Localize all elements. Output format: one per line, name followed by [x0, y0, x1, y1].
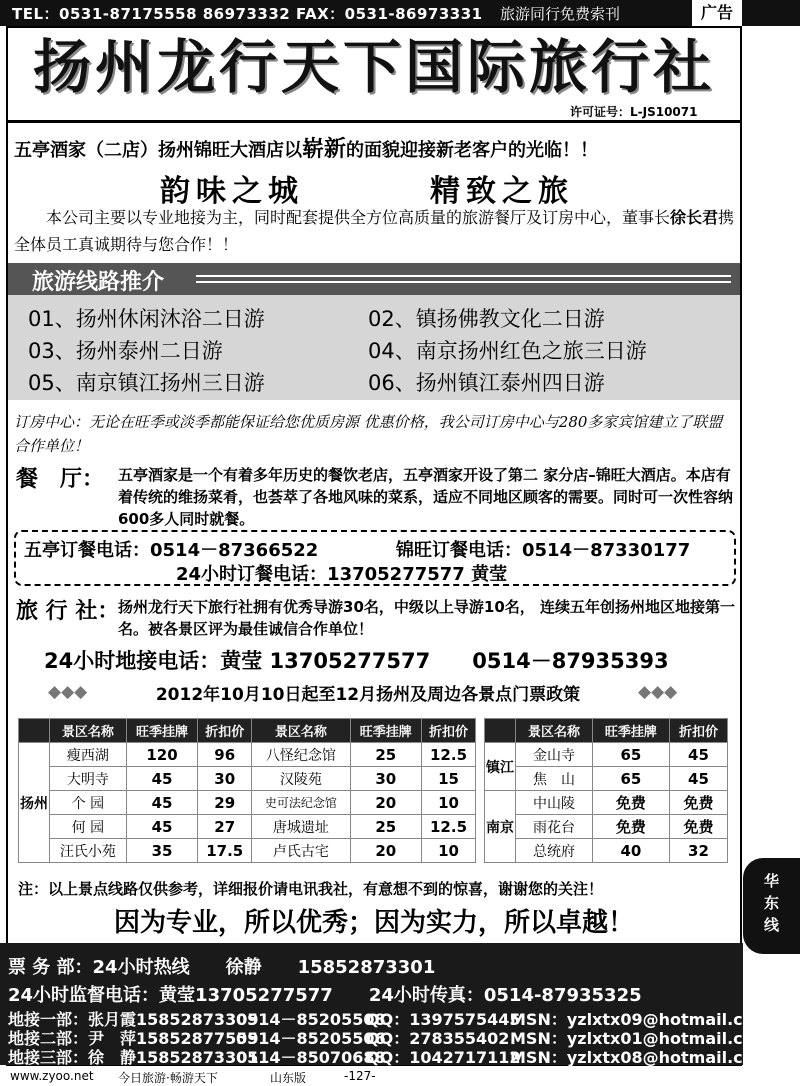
table-cell: 12.5 — [422, 815, 476, 839]
restaurant-text: 五亭酒家是一个有着多年历史的餐饮老店，五亭酒家开设了第二 家分店–锦旺大酒店。本店有着传统的维扬菜肴，也荟萃了各地风味的菜系，适应不同地区顾客的需要。同时可一次性容纳600多人同时就餐。 — [118, 466, 734, 528]
table-cell: 免费 — [669, 815, 727, 839]
region-label: 镇江 — [485, 743, 516, 791]
table-cell: 27 — [198, 815, 252, 839]
diamond-icon-right: ◆◆◆ — [638, 682, 678, 702]
intro-headline-emphasis: 崭新 — [302, 137, 347, 162]
restaurant-label: 餐 厅： — [16, 467, 105, 492]
table-cell: 雨花台 — [516, 815, 593, 839]
table-row — [19, 791, 476, 815]
table-row — [485, 839, 728, 863]
routes-list — [8, 295, 740, 400]
ticket-policy-title: 2012年10月10日起至12月扬州及周边各景点门票政策 — [155, 685, 581, 705]
table-cell: 45 — [126, 767, 197, 791]
table-header — [485, 719, 516, 743]
company-motto: 因为专业，所以优秀；因为实力，所以卓越！ — [113, 908, 634, 938]
region-label: 扬州 — [19, 743, 50, 863]
title-divider — [8, 120, 740, 123]
table-cell: 45 — [126, 791, 197, 815]
diamond-icon-left: ◆◆◆ — [48, 682, 88, 702]
table-row — [19, 839, 476, 863]
branch-msn: MSN：yzlxtx09@hotmail.com — [510, 1010, 771, 1029]
license-number: 许可证号：L-JS10071 — [570, 105, 698, 119]
page-footer — [0, 1066, 800, 1086]
table-header: 景区名称 — [50, 719, 127, 743]
table-cell: 免费 — [592, 791, 669, 815]
table-cell: 中山陵 — [516, 791, 593, 815]
table-header: 景区名称 — [516, 719, 593, 743]
table-cell: 唐城遗址 — [252, 815, 350, 839]
table-cell: 20 — [350, 839, 421, 863]
restaurant-phone-2: 锦旺订餐电话：0514－87330177 — [396, 540, 691, 561]
ad-badge: 广告 — [692, 0, 742, 26]
top-contact-bar — [0, 0, 800, 26]
branch-qq: QQ：278355402 — [366, 1029, 510, 1048]
table-cell: 45 — [669, 743, 727, 767]
footer-brand: 今日旅游·畅游天下 — [118, 1071, 218, 1085]
side-tab-char: 线 — [763, 916, 779, 934]
contacts-panel — [0, 943, 771, 1067]
region-side-tab — [743, 858, 800, 954]
region-label: 南京 — [485, 791, 516, 863]
disclaimer-note: 注：以上景点线路仅供参考，详细报价请电讯我社，有意想不到的惊喜，谢谢您的关注！ — [18, 880, 604, 898]
slogan-right: 精致之旅 — [430, 174, 574, 209]
side-tab-char: 东 — [763, 894, 779, 912]
branch-msn: MSN：yzlxtx08@hotmail.com — [510, 1048, 771, 1067]
routes-header-label: 旅游线路推介 — [32, 270, 165, 295]
table-cell: 金山寺 — [516, 743, 593, 767]
table-cell: 免费 — [592, 815, 669, 839]
table-cell: 65 — [592, 743, 669, 767]
table-row — [19, 815, 476, 839]
branch-name: 地接二部：尹 萍15852877559 — [8, 1029, 259, 1048]
table-cell: 45 — [669, 767, 727, 791]
agency-label: 旅 行 社： — [16, 599, 120, 624]
chairman-name: 徐长君 — [670, 208, 719, 227]
table-cell: 汪氏小苑 — [50, 839, 127, 863]
table-cell: 32 — [669, 839, 727, 863]
table-cell: 12.5 — [422, 743, 476, 767]
table-cell: 免费 — [669, 791, 727, 815]
branch-qq: QQ：1397575445 — [366, 1010, 521, 1029]
table-header — [19, 719, 50, 743]
branch-phone: 0514－85070688 — [236, 1048, 386, 1067]
table-cell: 25 — [350, 815, 421, 839]
table-cell: 总统府 — [516, 839, 593, 863]
route-item: 04、南京扬州红色之旅三日游 — [368, 339, 647, 363]
header-contact: TEL：0531-87175558 86973332 FAX：0531-86973331 — [12, 5, 483, 23]
table-cell: 何 园 — [50, 815, 127, 839]
table-cell: 40 — [592, 839, 669, 863]
intro-paragraph — [14, 204, 736, 258]
slogan-left: 韵味之城 — [160, 174, 304, 209]
table-cell: 10 — [422, 839, 476, 863]
table-cell: 八怪纪念馆 — [252, 743, 350, 767]
table-row — [485, 815, 728, 839]
branch-phone: 0514－85205508 — [236, 1010, 386, 1029]
footer-site: www.zyoo.net — [10, 1069, 94, 1083]
intro-headline-a: 五亭酒家（二店）扬州锦旺大酒店以 — [14, 140, 302, 161]
table-row — [485, 791, 728, 815]
page-title: 扬州龙行天下国际旅行社 — [32, 33, 715, 101]
restaurant-phone-1: 五亭订餐电话：0514－87366522 — [24, 540, 319, 561]
table-cell: 30 — [350, 767, 421, 791]
table-cell: 汉陵苑 — [252, 767, 350, 791]
table-cell: 10 — [422, 791, 476, 815]
table-cell: 45 — [126, 815, 197, 839]
table-header: 旺季挂牌 — [592, 719, 669, 743]
intro-headline-b: 的面貌迎接新老客户的光临！！ — [346, 140, 599, 161]
page-number: -127- — [344, 1069, 376, 1083]
table-cell: 35 — [126, 839, 197, 863]
table-header: 折扣价 — [669, 719, 727, 743]
agency-hotline: 24小时地接电话：黄莹 13705277577 0514－87935393 — [44, 649, 669, 673]
branch-name: 地接三部：徐 静15852873301 — [8, 1048, 259, 1067]
table-row — [19, 767, 476, 791]
restaurant-phone-24h: 24小时订餐电话：13705277577 黄莹 — [176, 564, 508, 585]
table-cell: 15 — [422, 767, 476, 791]
route-item: 01、扬州休闲沐浴二日游 — [28, 307, 265, 331]
table-row — [485, 743, 728, 767]
footer-edition: 山东版 — [270, 1071, 307, 1085]
table-cell: 瘦西湖 — [50, 743, 127, 767]
ticket-policy-header — [8, 678, 740, 708]
price-table-yangzhou — [18, 718, 476, 863]
table-cell: 25 — [350, 743, 421, 767]
intro-headline — [14, 132, 598, 163]
booking-center-text: 订房中心：无论在旺季或淡季都能保证给您优质房源 优惠价格，我公司订房中心与280多家宾馆建立了联盟合作单位！ — [14, 413, 723, 455]
route-item: 02、镇扬佛教文化二日游 — [368, 307, 605, 331]
table-cell: 30 — [198, 767, 252, 791]
branch-msn: MSN：yzlxtx01@hotmail.com — [510, 1029, 771, 1048]
routes-header-rule-2 — [196, 281, 731, 283]
table-cell: 卢氏古宅 — [252, 839, 350, 863]
routes-header-rule-1 — [196, 275, 731, 277]
table-cell: 20 — [350, 791, 421, 815]
agency-text: 扬州龙行天下旅行社拥有优秀导游30名，中级以上导游10名， 连续五年创扬州地区地接第一名。被各景区评为最佳诚信合作单位！ — [118, 598, 735, 638]
intro-text-a: 本公司主要以专业地接为主，同时配套提供全方位高质量的旅游餐厅及订房中心，董事长 — [46, 208, 671, 227]
table-cell: 个 园 — [50, 791, 127, 815]
table-row — [19, 743, 476, 767]
side-tab-char: 华 — [763, 872, 779, 890]
route-item: 05、南京镇江扬州三日游 — [28, 371, 265, 395]
table-cell: 96 — [198, 743, 252, 767]
table-cell: 29 — [198, 791, 252, 815]
table-cell: 17.5 — [198, 839, 252, 863]
table-header: 景区名称 — [252, 719, 350, 743]
routes-header — [8, 263, 740, 295]
table-cell: 焦 山 — [516, 767, 593, 791]
table-header: 旺季挂牌 — [350, 719, 421, 743]
table-header: 旺季挂牌 — [126, 719, 197, 743]
branch-phone: 0514－85205506 — [236, 1029, 386, 1048]
table-cell: 史可法纪念馆 — [252, 791, 350, 815]
table-header: 折扣价 — [198, 719, 252, 743]
branch-name: 地接一部：张月霞15852873309 — [8, 1010, 259, 1029]
restaurant-phone-box — [14, 530, 736, 586]
supervision-hotline: 24小时监督电话：黄莹13705277577 24小时传真：0514-87935325 — [8, 985, 642, 1006]
table-header: 折扣价 — [422, 719, 476, 743]
route-item: 03、扬州泰州二日游 — [28, 339, 223, 363]
table-row — [485, 767, 728, 791]
table-cell: 大明寺 — [50, 767, 127, 791]
price-table-zhenjiang-nanjing — [484, 718, 728, 863]
table-cell: 120 — [126, 743, 197, 767]
table-cell: 65 — [592, 767, 669, 791]
route-item: 06、扬州镇江泰州四日游 — [368, 371, 605, 395]
ticket-department: 票 务 部：24小时热线 徐静 15852873301 — [8, 957, 436, 978]
free-catalog-label: 旅游同行免费索刊 — [500, 5, 621, 23]
intro-text-b: 携全体员工真诚期待与您合作！！ — [14, 208, 735, 254]
branch-qq: QQ：1042717112 — [366, 1048, 521, 1067]
